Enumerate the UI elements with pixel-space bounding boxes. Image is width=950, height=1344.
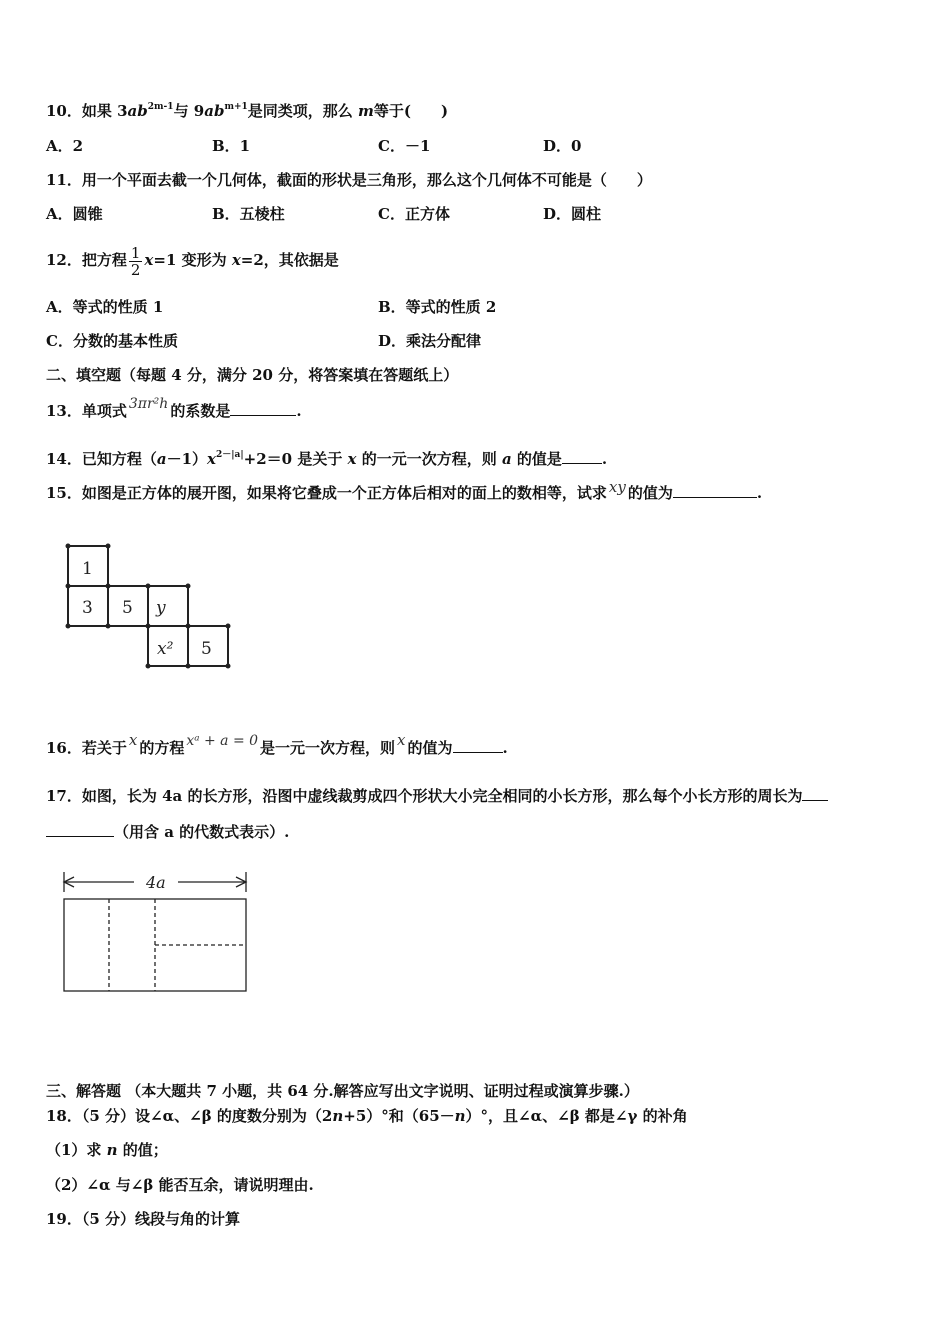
answer-blank xyxy=(802,786,828,801)
question-17: 17．如图，长为 4a 的长方形，沿图中虚线裁剪成四个形状大小完全相同的小长方形，那么每个小长方形的周长为 xyxy=(46,786,828,806)
net-label-5: 5 xyxy=(122,598,133,618)
net-label-y: y xyxy=(156,598,166,618)
q10-option-a: A．2 xyxy=(46,137,84,155)
q11-option-b: B．五棱柱 xyxy=(212,205,285,223)
q10-option-b: B．1 xyxy=(212,137,251,155)
net-label-1: 1 xyxy=(82,559,93,579)
answer-blank xyxy=(562,449,602,464)
answer-blank-continued xyxy=(46,822,114,837)
answer-blank xyxy=(453,738,503,753)
question-13: 13．单项式 3πr²h 的系数是 . xyxy=(46,396,302,420)
question-18-part-2: （2）∠α 与∠β 能否互余，请说明理由. xyxy=(46,1176,314,1194)
monomial-expression: 3πr²h xyxy=(128,396,169,412)
cube-net-figure xyxy=(60,538,240,674)
question-12: 12．把方程 $\frac{1}{2}$ x=1 变形为 x=2，其依据是 xyxy=(46,243,339,279)
answer-blank xyxy=(673,483,757,498)
net-label-5b: 5 xyxy=(201,639,212,659)
length-label: 4a xyxy=(146,873,166,892)
q11-option-c: C．正方体 xyxy=(378,205,450,223)
q11-option-a: A．圆锥 xyxy=(46,205,103,223)
equation-expression: xᵃ + a = 0 xyxy=(186,733,259,749)
q10-option-d: D．0 xyxy=(543,137,582,155)
question-16: 16．若关于 x 的方程 xᵃ + a = 0 是一元一次方程，则 x 的值为 . xyxy=(46,731,508,757)
q12-option-b: B．等式的性质 2 xyxy=(378,298,497,316)
question-19: 19．（5 分）线段与角的计算 xyxy=(46,1210,241,1228)
q10-option-c: C．－1 xyxy=(378,137,431,155)
section-2-heading: 二、填空题（每题 4 分，满分 20 分，将答案填在答题纸上） xyxy=(46,366,459,384)
q12-option-a: A．等式的性质 1 xyxy=(46,298,164,316)
q12-option-c: C．分数的基本性质 xyxy=(46,332,178,350)
net-label-3: 3 xyxy=(82,598,93,618)
net-label-x2: x² xyxy=(157,639,174,659)
q11-option-d: D．圆柱 xyxy=(543,205,602,223)
net-cell-y xyxy=(148,586,188,626)
question-17-line-2: （用含 a 的代数式表示）. xyxy=(46,822,289,842)
question-14: 14．已知方程$(a-1)x^{2-|a|}+2=0$ 是关于 x 的一元一次方程，则 a 的值是 . xyxy=(46,450,608,468)
q12-option-d: D．乘法分配律 xyxy=(378,332,482,350)
question-18: 18．（5 分）设∠α、∠β 的度数分别为（2n+5）°和（65－n）°，且∠α、∠β 都是∠γ 的补角 xyxy=(46,1107,688,1125)
question-11: 11．用一个平面去截一个几何体，截面的形状是三角形，那么这个几何体不可能是（ ） xyxy=(46,171,652,189)
rectangle-figure xyxy=(56,866,256,998)
section-3-heading: 三、解答题 （本大题共 7 小题，共 64 分.解答应写出文字说明、证明过程或演算步骤.） xyxy=(46,1082,639,1100)
question-15: 15．如图是正方体的展开图，如果将它叠成一个正方体后相对的面上的数相等，试求 xy 的值为 . xyxy=(46,478,763,502)
xy-expression: xy xyxy=(608,478,626,496)
answer-blank xyxy=(230,401,296,416)
question-18-part-1: （1）求 n 的值； xyxy=(46,1141,168,1159)
question-10: 10．如果 $3ab^{2m-1}$与 $9ab^{m+1}$是同类项，那么 m等于( ) xyxy=(46,102,449,120)
fraction-one-half: $\frac{1}{2}$ xyxy=(130,243,141,279)
